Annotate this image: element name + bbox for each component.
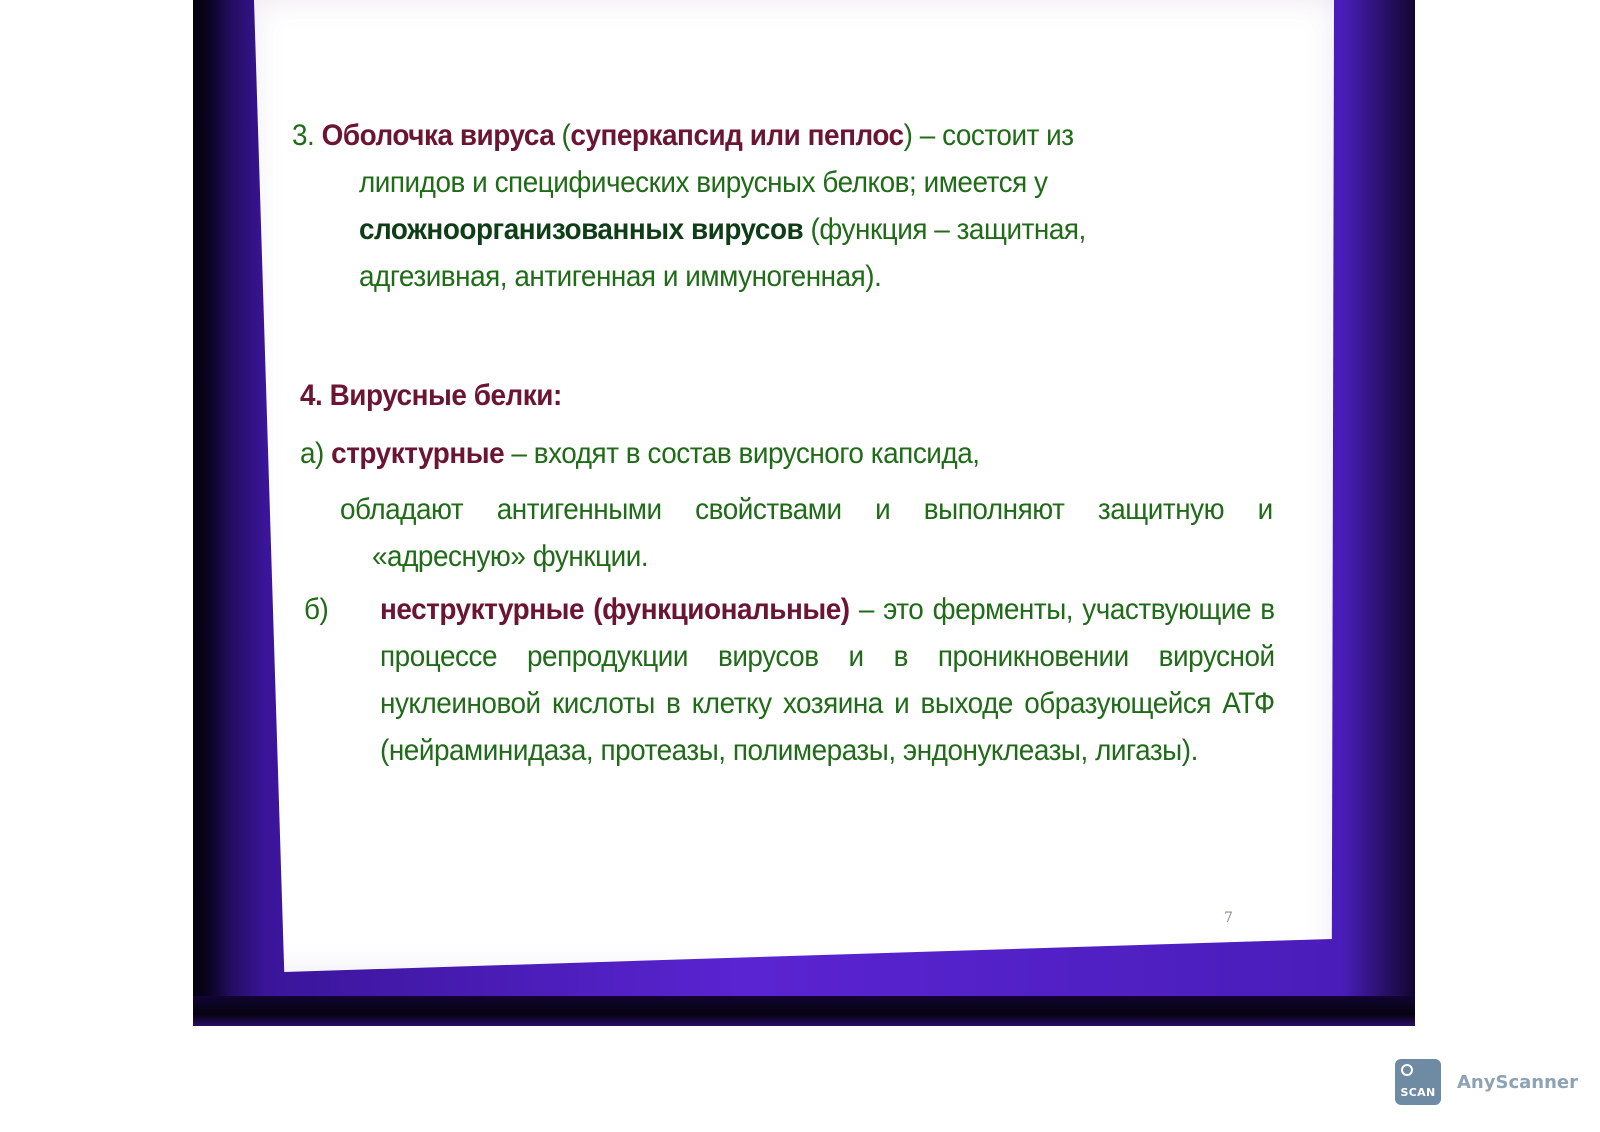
scan-icon-label: SCAN [1400, 1086, 1436, 1099]
anyscanner-watermark [1395, 1059, 1578, 1105]
section-4-a-line-2: обладают антигенными свойствами и выполняют защитную и [340, 493, 1273, 526]
brand-name: AnyScanner [1457, 1071, 1578, 1093]
slide-page-number: 7 [1224, 910, 1233, 926]
section-3-line-2: липидов и специфических вирусных белков; имеется у [358, 166, 1048, 199]
scan-icon-dot [1401, 1064, 1413, 1076]
section-3-line-3 [292, 206, 1185, 253]
section-3-term: Оболочка вируса [321, 119, 555, 152]
section-4-title: 4. Вирусные белки: [300, 379, 562, 412]
section-4-b-paragraph [380, 586, 1275, 774]
scan-app-icon [1395, 1059, 1441, 1105]
section-3-bold-term: сложноорганизованных вирусов [358, 213, 804, 246]
section-3-line-3-rest: (функция – защитная, [803, 213, 1086, 246]
section-3-line-1-rest: – состоит из [912, 119, 1074, 152]
section-4-b-term: неструктурные (функциональные) [380, 593, 850, 626]
section-4-a-rest: – входят в состав вирусного капсида, [504, 437, 980, 470]
photo-shadow [193, 0, 229, 1026]
section-4-a-line-3: «адресную» функции. [372, 540, 649, 573]
screen-bottom-edge [193, 996, 1415, 1026]
section-3-number: 3. [292, 119, 315, 152]
section-3-paren-open: ( [561, 119, 571, 152]
section-3-paren-close: ) [903, 119, 913, 152]
section-4-a-label: а) [300, 437, 324, 470]
section-4-b-label: б) [304, 593, 329, 626]
section-4-b-rest: – это ферменты, участвующие в процессе репродукции вирусов и в проникновении вирусной нуклеиновой кислоты в клетку хозяина и выходе образующейся АТФ (нейраминидаза, протеазы, полимеразы, эндонуклеазы, лигазы). [380, 593, 1275, 767]
section-4-a-line-1 [300, 430, 980, 477]
section-4-a-term: структурные [331, 437, 505, 470]
section-3-line-1 [292, 112, 1185, 159]
section-3-term-2: суперкапсид или пеплос [570, 119, 904, 152]
section-3-envelope [292, 112, 1185, 300]
section-3-line-4: адгезивная, антигенная и иммуногенная). [358, 260, 882, 293]
